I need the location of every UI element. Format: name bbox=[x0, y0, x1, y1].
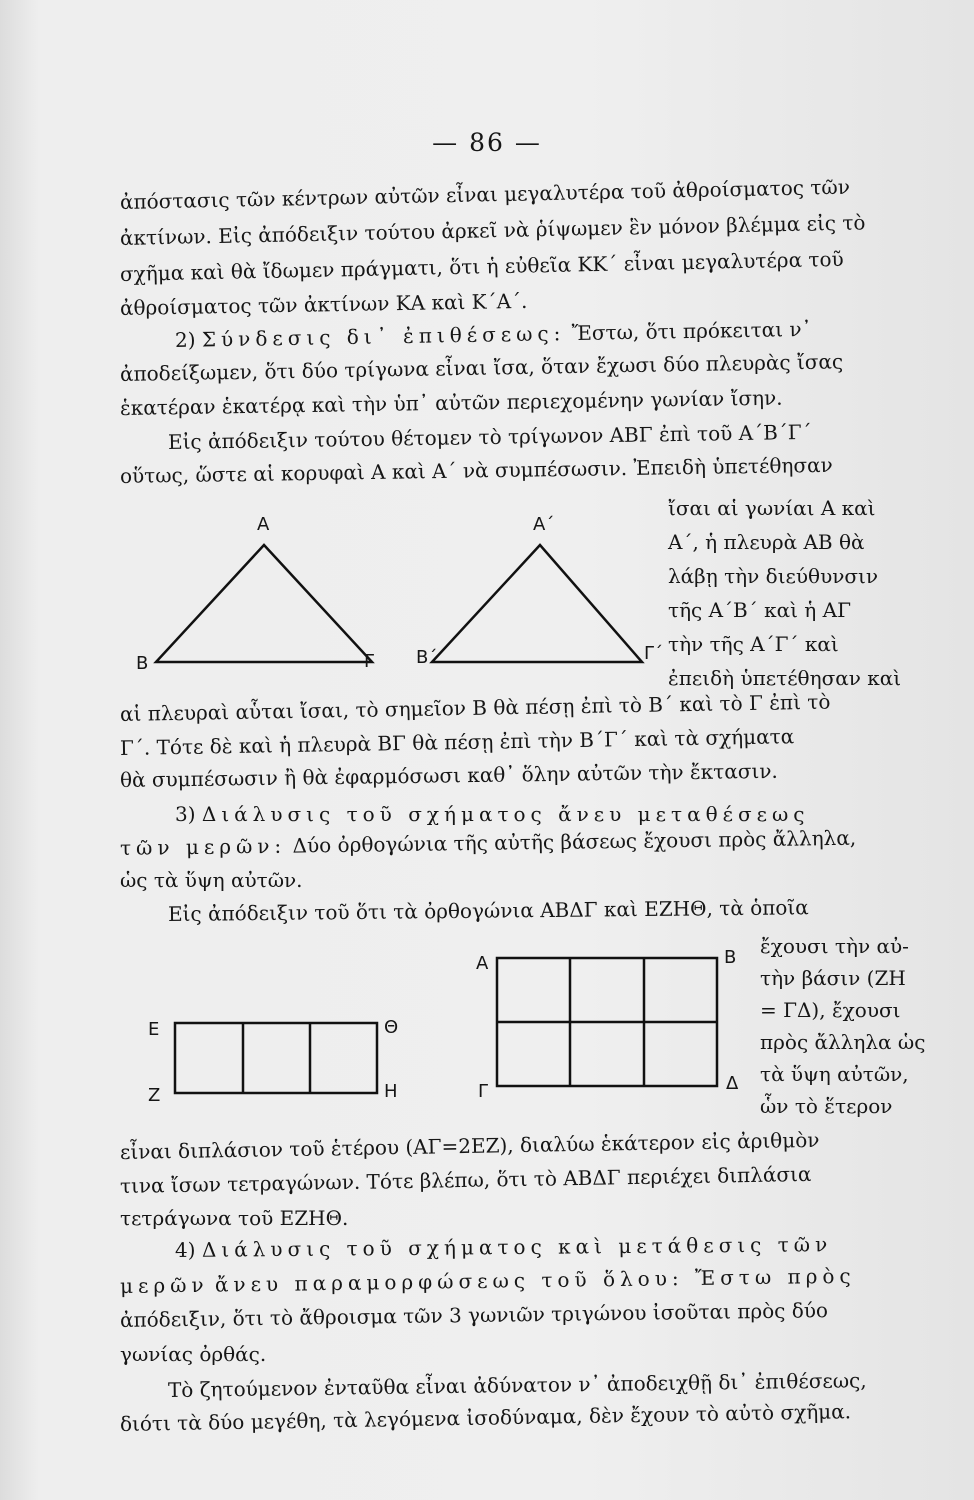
text-line: Εἰς ἀπόδειξιν τοῦ ὅτι τὰ ὀρθογώνια ΑΒΔΓ καὶ ΕΖΗΘ, τὰ ὁποῖα bbox=[167, 895, 809, 926]
text-line: ἐπειδὴ ὑπετέθησαν καὶ bbox=[668, 666, 902, 690]
rectangle-abdg-figure bbox=[494, 955, 724, 1095]
text-line: πρὸς ἄλληλα ὡς bbox=[760, 1030, 926, 1054]
text-line: ἀκτίνων. Εἰς ἀπόδειξιν τούτου ἀρκεῖ νὰ ῥίψωμεν ἓν μόνον βλέμμα εἰς τὸ bbox=[119, 210, 866, 250]
text-line: τὰ ὕψη αὐτῶν, bbox=[760, 1062, 909, 1086]
text-line: = ΓΔ), ἔχουσι bbox=[760, 998, 901, 1022]
text-line: ἔχουσι τὴν αὐ- bbox=[760, 934, 909, 958]
text-line: οὕτως, ὥστε αἱ κορυφαὶ Α καὶ Α΄ νὰ συμπέσωσιν. Ἐπειδὴ ὑπετέθησαν bbox=[119, 452, 833, 488]
text-line: γωνίας ὀρθάς. bbox=[120, 1342, 267, 1366]
rectangle-ezhth-figure bbox=[172, 1020, 382, 1100]
section-number: 4) bbox=[174, 1237, 196, 1262]
section-number: 3) bbox=[175, 802, 196, 826]
page-number: — 86 — bbox=[432, 128, 542, 157]
text-line: ὧν τὸ ἕτερον bbox=[760, 1094, 893, 1118]
text-line: Γ΄. Τότε δὲ καὶ ἡ πλευρὰ ΒΓ θὰ πέσῃ ἐπὶ τὴν Β΄Γ΄ καὶ τὰ σχήματα bbox=[119, 724, 795, 760]
vertex-label: Β bbox=[724, 947, 737, 968]
vertex-label: Α΄ bbox=[533, 514, 555, 535]
section-heading-4 bbox=[175, 1230, 832, 1264]
vertex-label: Ζ bbox=[148, 1085, 161, 1106]
vertex-label: Δ bbox=[726, 1073, 739, 1094]
text-line: ἀθροίσματος τῶν ἀκτίνων ΚΑ καὶ Κ΄Α΄. bbox=[119, 288, 528, 320]
text-line bbox=[120, 824, 857, 862]
vertex-label: Θ bbox=[384, 1017, 399, 1038]
text-line: ἑκατέραν ἑκατέρᾳ καὶ τὴν ὑπ᾽ αὐτῶν περιεχομένην γωνίαν ἴσην. bbox=[119, 385, 783, 420]
section-title: Σύνδεσις δι᾽ ἐπιθέσεως: bbox=[201, 321, 566, 352]
text-line: τὴν βάσιν (ΖΗ bbox=[760, 966, 906, 990]
vertex-label: Η bbox=[384, 1081, 398, 1102]
section-heading-3 bbox=[175, 800, 810, 828]
text-line: διότι τὰ δύο μεγέθη, τὰ λεγόμενα ἰσοδύναμα, δὲν ἔχουν τὸ αὐτὸ σχῆμα. bbox=[119, 1399, 852, 1436]
vertex-label: Β bbox=[136, 653, 149, 674]
triangle-abg-figure bbox=[150, 540, 390, 670]
text-fragment: Ἔστω, ὅτι πρόκειται ν᾽ bbox=[571, 316, 812, 346]
section-title: Διάλυσις τοῦ σχήματος ἄνευ μεταθέσεως bbox=[201, 802, 810, 826]
text-line: ἀποδείξωμεν, ὅτι δύο τρίγωνα εἶναι ἴσα, ὅταν ἔχωσι δύο πλευρὰς ἴσας bbox=[119, 349, 844, 386]
text-line: εἶναι διπλάσιον τοῦ ἑτέρου (ΑΓ=2ΕΖ), διαλύω ἑκάτερον εἰς ἀριθμὸν bbox=[119, 1127, 820, 1164]
text-line: ἴσαι αἱ γωνίαι Α καὶ bbox=[668, 496, 876, 520]
text-line: Τὸ ζητούμενον ἐνταῦθα εἶναι ἀδύνατον ν᾽ ἀποδειχθῇ δι᾽ ἐπιθέσεως, bbox=[167, 1368, 867, 1402]
vertex-label: Γ bbox=[478, 1081, 489, 1102]
text-line: λάβῃ τὴν διεύθυνσιν bbox=[668, 564, 879, 588]
vertex-label: Α bbox=[257, 514, 270, 535]
vertex-label: Γ bbox=[364, 651, 375, 672]
text-line: τινα ἴσων τετραγώνων. Τότε βλέπω, ὅτι τὸ ΑΒΔΓ περιέχει διπλάσια bbox=[119, 1161, 812, 1198]
text-line: Α΄, ἡ πλευρὰ ΑΒ θὰ bbox=[668, 530, 865, 554]
vertex-label: Γ΄ bbox=[644, 643, 664, 664]
text-line: θὰ συμπέσωσιν ἢ θὰ ἐφαρμόσωσι καθ᾽ ὅλην αὐτῶν τὴν ἔκτασιν. bbox=[119, 758, 778, 792]
text-line: ὡς τὰ ὕψη αὐτῶν. bbox=[120, 868, 303, 892]
text-line: τὴν τῆς Α΄Γ΄ καὶ bbox=[668, 632, 839, 656]
section-number: 2) bbox=[174, 327, 196, 352]
text-line: αἱ πλευραὶ αὗται ἴσαι, τὸ σημεῖον Β θὰ πέσῃ ἐπὶ τὸ Β΄ καὶ τὸ Γ ἐπὶ τὸ bbox=[119, 689, 831, 726]
vertex-label: Ε bbox=[148, 1019, 160, 1040]
text-line bbox=[120, 1262, 856, 1300]
text-line: ἀπόδειξιν, ὅτι τὸ ἄθροισμα τῶν 3 γωνιῶν τριγώνου ἰσοῦται πρὸς δύο bbox=[119, 1298, 829, 1332]
section-heading-2 bbox=[175, 315, 812, 354]
section-title-cont: μερῶν bbox=[119, 1272, 209, 1298]
text-fragment: Δύο ὀρθογώνια τῆς αὐτῆς βάσεως ἔχουσι πρὸς ἄλληλα, bbox=[292, 825, 857, 858]
text-line: σχῆμα καὶ θὰ ἴδωμεν πράγματι, ὅτι ἡ εὐθεῖα ΚΚ΄ εἶναι μεγαλυτέρα τοῦ bbox=[119, 246, 844, 286]
vertex-label: Α bbox=[476, 953, 489, 974]
text-line: τετράγωνα τοῦ ΕΖΗΘ. bbox=[120, 1206, 349, 1230]
triangle-a1b1g1-figure bbox=[420, 540, 660, 670]
section-title: Διάλυσις τοῦ σχήματος καὶ μετάθεσις τῶν bbox=[201, 1232, 833, 1262]
text-line: Εἰς ἀπόδειξιν τούτου θέτομεν τὸ τρίγωνον ΑΒΓ ἐπὶ τοῦ Α΄Β΄Γ΄ bbox=[167, 419, 812, 454]
text-line: τῆς Α΄Β΄ καὶ ἡ ΑΓ bbox=[668, 598, 851, 622]
vertex-label: Β΄ bbox=[416, 647, 438, 668]
section-title-cont: τῶν μερῶν: bbox=[119, 833, 287, 860]
text-line: ἀπόστασις τῶν κέντρων αὐτῶν εἶναι μεγαλυτέρα τοῦ ἀθροίσματος τῶν bbox=[119, 174, 851, 214]
section-title-cont2: ἄνευ παραμορφώσεως τοῦ ὅλου: Ἔστω πρὸς bbox=[214, 1263, 856, 1297]
